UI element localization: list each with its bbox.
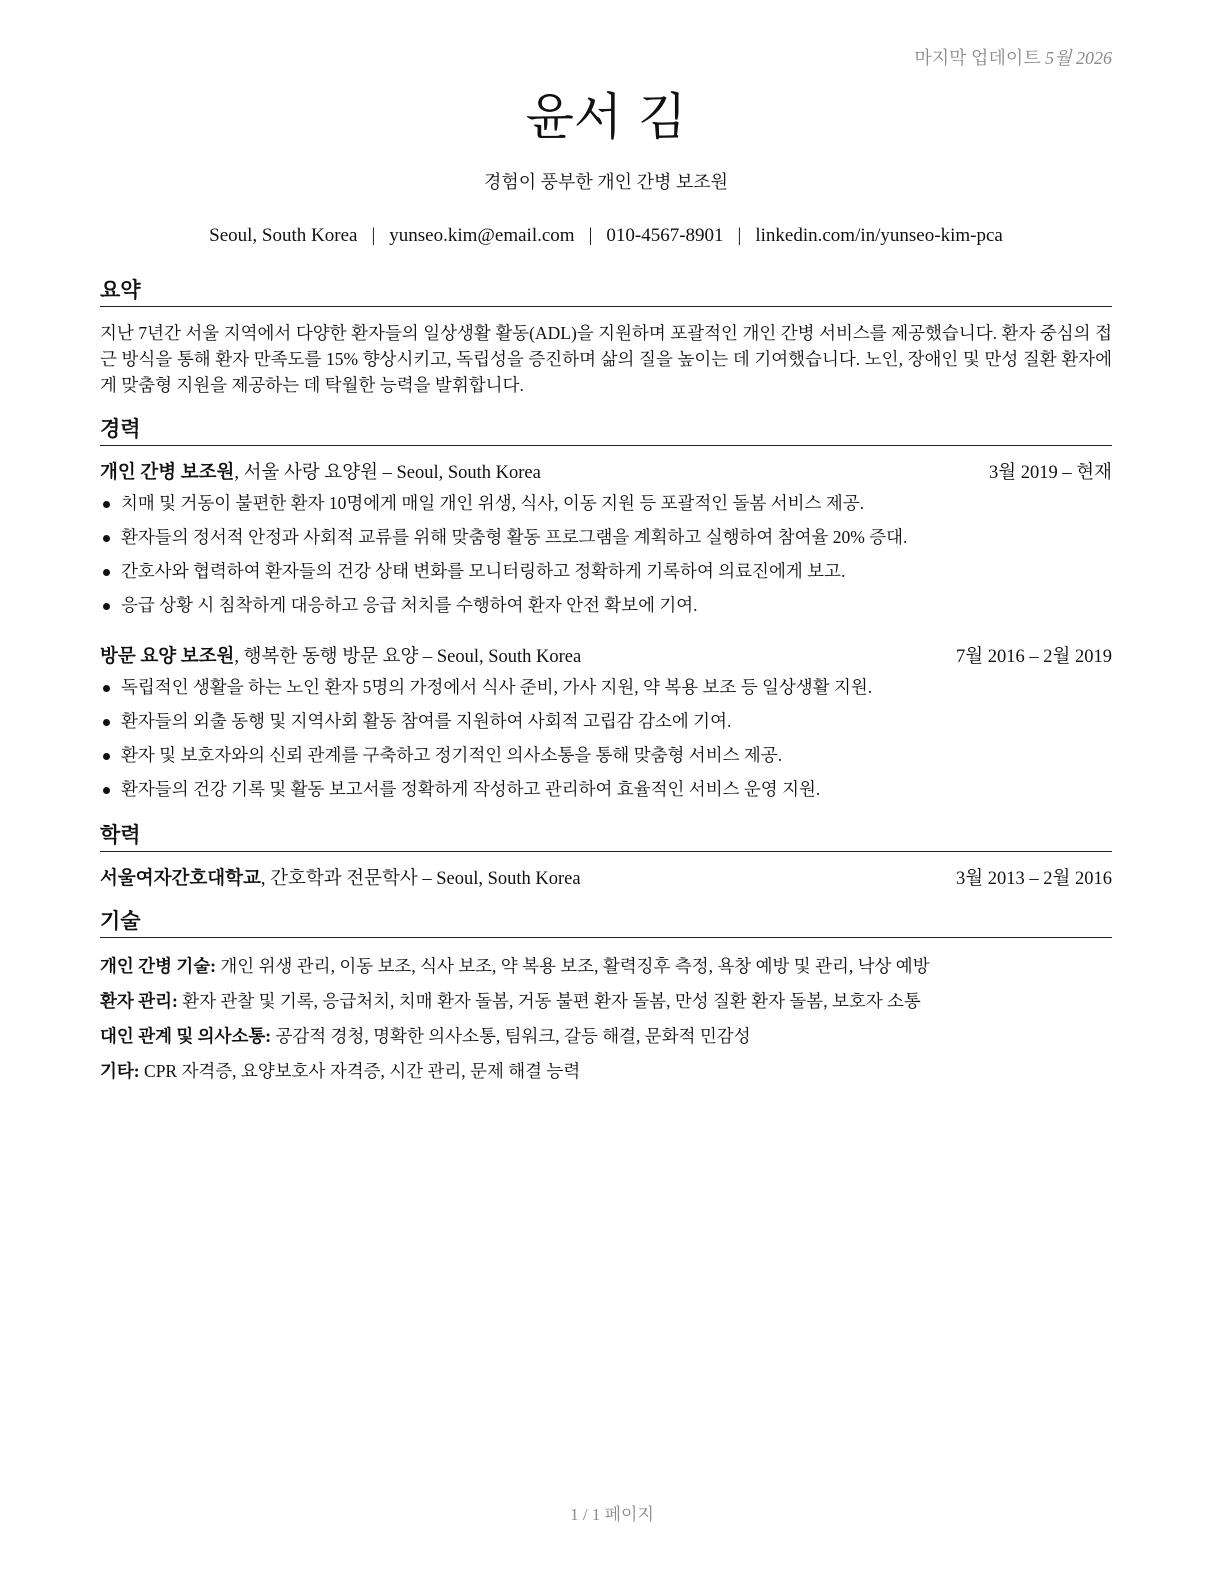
job-bullet: 독립적인 생활을 하는 노인 환자 5명의 가정에서 식사 준비, 가사 지원, 약 복용 보조 등 일상생활 지원. <box>100 673 1112 707</box>
job-organization: , 행복한 동행 방문 요양 – Seoul, South Korea <box>234 647 582 667</box>
job-role: 방문 요양 보조원 <box>100 647 235 667</box>
job-dates: 7월 2016 – 2월 2019 <box>956 647 1112 667</box>
contact-line <box>100 223 1112 249</box>
job-bullets <box>100 489 1112 625</box>
section-title-experience: 경력 <box>100 415 1112 446</box>
job-dates: 3월 2019 – 현재 <box>989 463 1112 483</box>
job-bullet: 환자 및 보호자와의 신뢰 관계를 구축하고 정기적인 의사소통을 통해 맞춤형 서비스 제공. <box>100 741 1112 775</box>
job-role: 개인 간병 보조원 <box>100 463 235 483</box>
skill-label: 기타: <box>100 1061 140 1081</box>
contact-separator: | <box>588 225 593 246</box>
section-title-summary: 요약 <box>100 276 1112 307</box>
candidate-tagline: 경험이 풍부한 개인 간병 보조원 <box>483 172 729 192</box>
skill-row <box>100 952 1112 987</box>
contact-location: Seoul, South Korea <box>209 225 358 246</box>
page-number: 1 / 1 페이지 <box>570 1505 654 1524</box>
skill-value: 환자 관찰 및 기록, 응급처치, 치매 환자 돌봄, 거동 불편 환자 돌봄, 만성 질환 환자 돌봄, 보호자 소통 <box>177 991 921 1011</box>
skill-label: 대인 관계 및 의사소통: <box>100 1026 272 1046</box>
contact-phone: 010-4567-8901 <box>606 225 724 246</box>
education-entry <box>100 866 1112 892</box>
skill-label: 환자 관리: <box>100 991 178 1011</box>
skill-row <box>100 1057 1112 1092</box>
job-bullet: 응급 상황 시 침착하게 대응하고 응급 처치를 수행하여 환자 안전 확보에 기여. <box>100 591 1112 625</box>
skill-label: 개인 간병 기술: <box>100 956 217 976</box>
section-title-education: 학력 <box>100 821 1112 852</box>
job-bullet: 치매 및 거동이 불편한 환자 10명에게 매일 개인 위생, 식사, 이동 지원 등 포괄적인 돌봄 서비스 제공. <box>100 489 1112 523</box>
last-updated-label: 마지막 업데이트 <box>914 48 1041 68</box>
contact-separator: | <box>737 225 742 246</box>
last-updated <box>914 44 1112 70</box>
education-school: 서울여자간호대학교 <box>100 869 261 889</box>
skill-value: CPR 자격증, 요양보호사 자격증, 시간 관리, 문제 해결 능력 <box>139 1061 581 1081</box>
contact-linkedin[interactable]: linkedin.com/in/yunseo-kim-pca <box>755 225 1003 246</box>
candidate-name: 윤서 김 <box>525 88 687 146</box>
contact-email[interactable]: yunseo.kim@email.com <box>389 225 575 246</box>
section-title-skills: 기술 <box>100 907 1112 938</box>
skill-row <box>100 987 1112 1022</box>
job-bullet: 환자들의 건강 기록 및 활동 보고서를 정확하게 작성하고 관리하여 효율적인 서비스 운영 지원. <box>100 775 1112 809</box>
education-detail: , 간호학과 전문학사 – Seoul, South Korea <box>260 869 581 889</box>
job-bullet: 환자들의 외출 동행 및 지역사회 활동 참여를 지원하여 사회적 고립감 감소에 기여. <box>100 707 1112 741</box>
summary-text: 지난 7년간 서울 지역에서 다양한 환자들의 일상생활 활동(ADL)을 지원하며 포괄적인 개인 간병 서비스를 제공했습니다. 환자 중심의 접근 방식을 통해 환자 만족도를 15% 향상시키고, 독립성을 증진하며 삶의 질을 높이는 데 기여했습니다. 노인, 장애인 및 만성 질환 환자에게 맞춤형 지원을 제공하는 데 탁월한 능력을 발휘합니다. <box>100 323 1112 395</box>
skill-value: 개인 위생 관리, 이동 보조, 식사 보조, 약 복용 보조, 활력징후 측정, 욕창 예방 및 관리, 낙상 예방 <box>216 956 930 976</box>
skill-value: 공감적 경청, 명확한 의사소통, 팀워크, 갈등 해결, 문화적 민감성 <box>271 1026 751 1046</box>
job-bullet: 환자들의 정서적 안정과 사회적 교류를 위해 맞춤형 활동 프로그램을 계획하고 실행하여 참여율 20% 증대. <box>100 523 1112 557</box>
job-bullet: 간호사와 협력하여 환자들의 건강 상태 변화를 모니터링하고 정확하게 기록하여 의료진에게 보고. <box>100 557 1112 591</box>
education-dates: 3월 2013 – 2월 2016 <box>956 869 1112 889</box>
contact-separator: | <box>371 225 376 246</box>
job-bullets <box>100 673 1112 809</box>
last-updated-date: 5월 2026 <box>1045 48 1112 68</box>
job-header <box>100 644 1112 670</box>
skills-list <box>100 952 1112 1092</box>
skill-row <box>100 1022 1112 1057</box>
job-header <box>100 460 1112 486</box>
job-organization: , 서울 사랑 요양원 – Seoul, South Korea <box>234 463 541 483</box>
